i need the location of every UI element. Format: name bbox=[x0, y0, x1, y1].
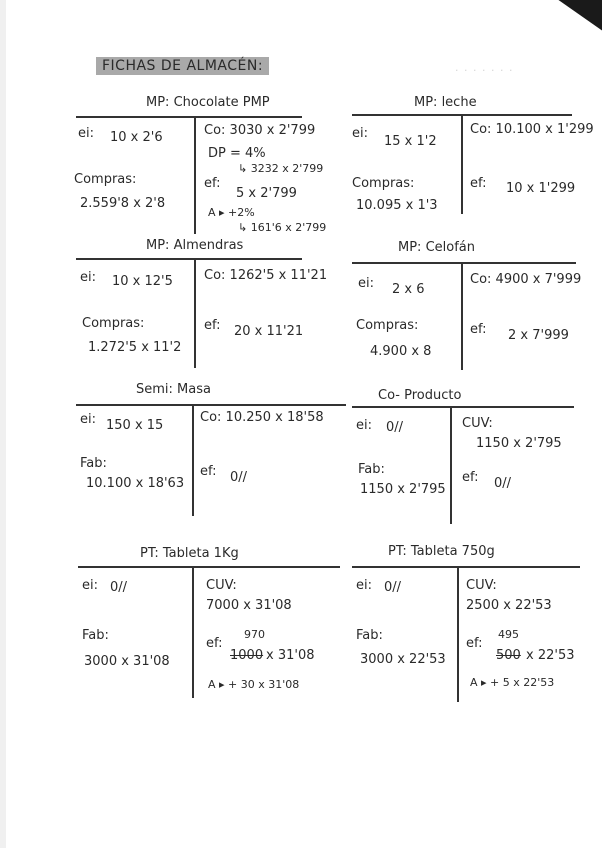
cuv-label: CUV: bbox=[206, 578, 237, 593]
compras-value: 4.900 x 8 bbox=[370, 344, 432, 359]
divider-vertical bbox=[450, 406, 452, 524]
page-edge bbox=[0, 0, 6, 848]
ei-label: ei: bbox=[352, 126, 368, 141]
ef-value: 2 x 7'999 bbox=[508, 328, 569, 343]
ef-value: 10 x 1'299 bbox=[506, 181, 576, 196]
ei-label: ei: bbox=[82, 578, 98, 593]
ei-value: 2 x 6 bbox=[392, 282, 425, 297]
ef-label: ef: bbox=[200, 464, 217, 479]
compras-value: 1.272'5 x 11'2 bbox=[88, 340, 182, 355]
divider-horizontal bbox=[352, 262, 576, 264]
fab-value: 10.100 x 18'63 bbox=[86, 476, 185, 491]
dp-value: DP = 4% bbox=[208, 146, 266, 161]
ef-value: 0// bbox=[494, 476, 512, 491]
ef-correction: 495 bbox=[498, 628, 519, 641]
cuv-value: 1150 x 2'795 bbox=[476, 436, 562, 451]
ef-label: ef: bbox=[204, 176, 221, 191]
ef-label: ef: bbox=[204, 318, 221, 333]
compras-value: 2.559'8 x 2'8 bbox=[80, 196, 166, 211]
ef-label: ef: bbox=[462, 470, 479, 485]
ef-struck-value: 500 bbox=[496, 648, 521, 663]
cuv-value: 7000 x 31'08 bbox=[206, 598, 292, 613]
card-header: Co- Producto bbox=[378, 388, 462, 403]
card-header: PT: Tableta 750g bbox=[388, 544, 495, 559]
ei-label: ei: bbox=[80, 412, 96, 427]
ei-label: ei: bbox=[358, 276, 374, 291]
card-header: Semi: Masa bbox=[136, 382, 211, 397]
ei-value: 150 x 15 bbox=[106, 418, 164, 433]
compras-label: Compras: bbox=[352, 176, 415, 191]
ef-label: ef: bbox=[470, 322, 487, 337]
divider-horizontal bbox=[76, 116, 302, 118]
fab-label: Fab: bbox=[358, 462, 385, 477]
fab-label: Fab: bbox=[356, 628, 383, 643]
ei-label: ei: bbox=[80, 270, 96, 285]
fab-value: 3000 x 22'53 bbox=[360, 652, 446, 667]
ei-value: 15 x 1'2 bbox=[384, 134, 437, 149]
ef-label: ef: bbox=[466, 636, 483, 651]
fab-value: 3000 x 31'08 bbox=[84, 654, 170, 669]
divider-horizontal bbox=[352, 566, 580, 568]
ef-correction: 970 bbox=[244, 628, 265, 641]
ef-value: 5 x 2'799 bbox=[236, 186, 297, 201]
compras-label: Compras: bbox=[74, 172, 137, 187]
card-header: MP: Almendras bbox=[146, 238, 244, 253]
card-header: MP: leche bbox=[414, 95, 477, 110]
divider-vertical bbox=[192, 404, 194, 516]
ef-label: ef: bbox=[206, 636, 223, 651]
divider-vertical bbox=[192, 566, 194, 698]
ei-value: 0// bbox=[110, 580, 128, 595]
divider-horizontal bbox=[78, 566, 340, 568]
a-result: ↳ 161'6 x 2'799 bbox=[238, 221, 327, 234]
card-header: PT: Tableta 1Kg bbox=[140, 546, 239, 561]
dp-result: ↳ 3232 x 2'799 bbox=[238, 162, 324, 175]
ei-label: ei: bbox=[356, 418, 372, 433]
divider-vertical bbox=[457, 566, 459, 702]
a-adjustment: A ▸ +2% bbox=[208, 206, 255, 219]
divider-vertical bbox=[194, 116, 196, 234]
ei-value: 0// bbox=[384, 580, 402, 595]
ef-value: x 22'53 bbox=[526, 648, 575, 663]
ef-label: ef: bbox=[470, 176, 487, 191]
ei-value: 10 x 12'5 bbox=[112, 274, 173, 289]
co-value: Co: 10.100 x 1'299 bbox=[470, 122, 594, 137]
fab-value: 1150 x 2'795 bbox=[360, 482, 446, 497]
cuv-value: 2500 x 22'53 bbox=[466, 598, 552, 613]
a-adjustment: A ▸ + 5 x 22'53 bbox=[470, 676, 555, 689]
divider-vertical bbox=[461, 114, 463, 214]
ei-value: 10 x 2'6 bbox=[110, 130, 163, 145]
co-value: Co: 3030 x 2'799 bbox=[204, 123, 316, 138]
ef-struck-value: 1000 bbox=[230, 648, 264, 663]
divider-vertical bbox=[194, 258, 196, 368]
ef-value: x 31'08 bbox=[266, 648, 315, 663]
co-value: Co: 10.250 x 18'58 bbox=[200, 410, 324, 425]
ei-label: ei: bbox=[78, 126, 94, 141]
ei-label: ei: bbox=[356, 578, 372, 593]
co-value: Co: 4900 x 7'999 bbox=[470, 272, 582, 287]
ef-value: 0// bbox=[230, 470, 248, 485]
cuv-label: CUV: bbox=[466, 578, 497, 593]
card-header: MP: Celofán bbox=[398, 240, 475, 255]
divider-horizontal bbox=[76, 404, 346, 406]
fab-label: Fab: bbox=[82, 628, 109, 643]
co-value: Co: 1262'5 x 11'21 bbox=[204, 268, 328, 283]
compras-label: Compras: bbox=[82, 316, 145, 331]
divider-vertical bbox=[461, 262, 463, 370]
divider-horizontal bbox=[352, 406, 574, 408]
divider-horizontal bbox=[76, 258, 302, 260]
page-title: FICHAS DE ALMACÉN: bbox=[96, 57, 269, 75]
compras-value: 10.095 x 1'3 bbox=[356, 198, 438, 213]
ei-value: 0// bbox=[386, 420, 404, 435]
a-adjustment: A ▸ + 30 x 31'08 bbox=[208, 678, 300, 691]
ef-value: 20 x 11'21 bbox=[234, 324, 304, 339]
fab-label: Fab: bbox=[80, 456, 107, 471]
card-header: MP: Chocolate PMP bbox=[146, 95, 270, 110]
compras-label: Compras: bbox=[356, 318, 419, 333]
page-corner-shadow bbox=[537, 0, 602, 37]
faint-text: · · · · · · · bbox=[455, 64, 514, 77]
cuv-label: CUV: bbox=[462, 416, 493, 431]
